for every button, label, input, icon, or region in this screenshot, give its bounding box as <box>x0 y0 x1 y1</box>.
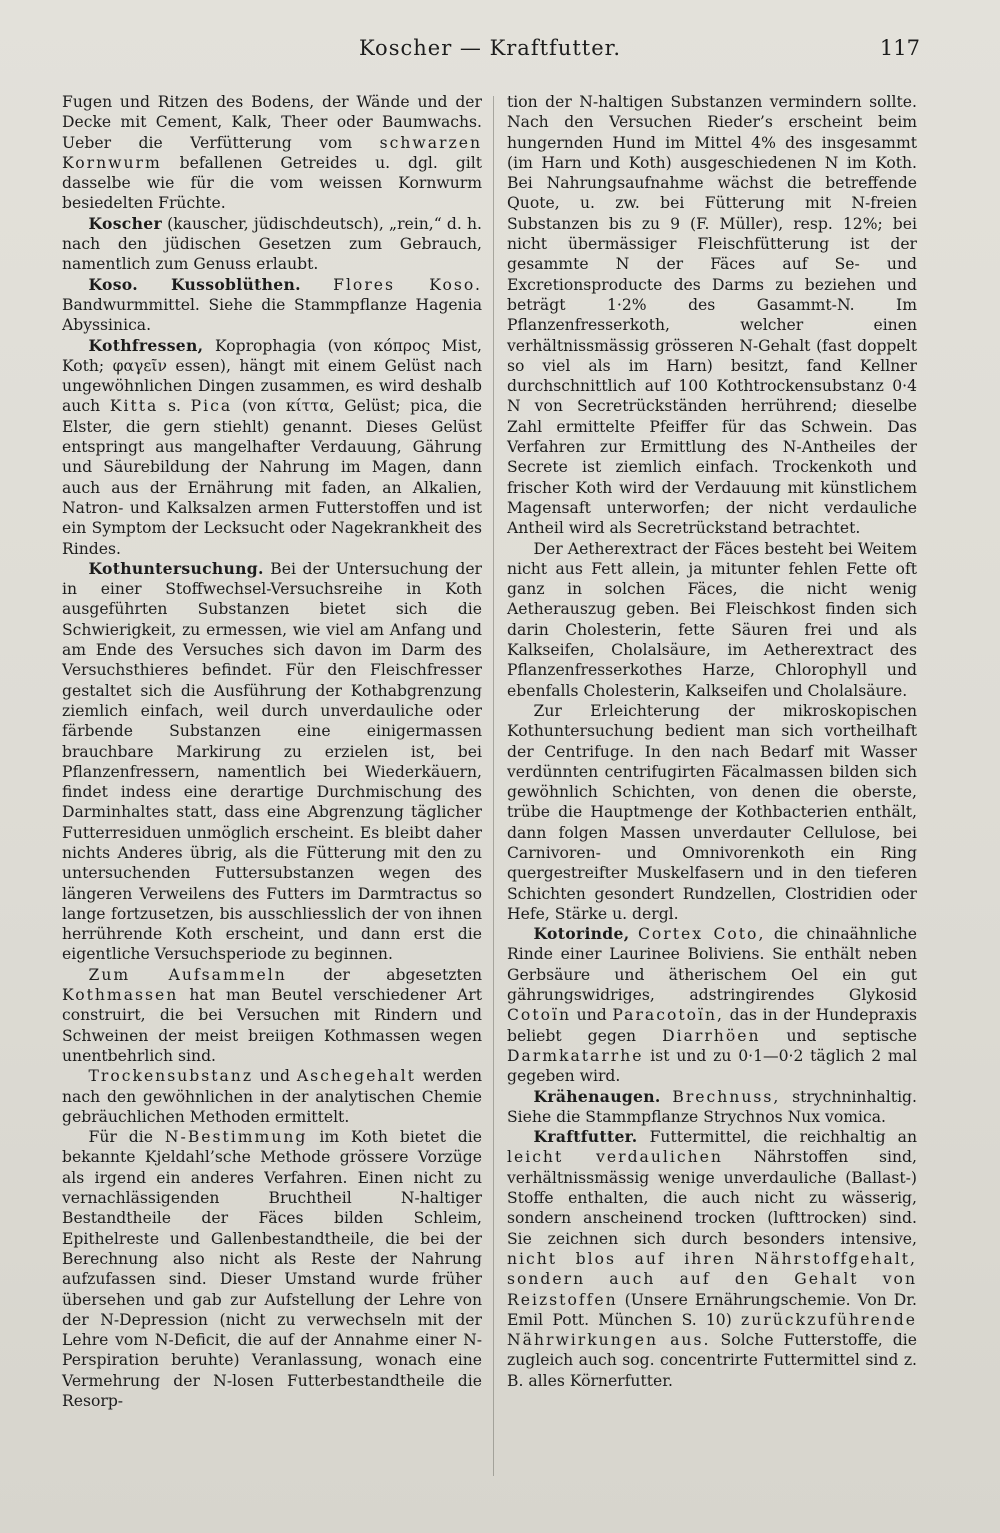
body-text: Nährstoffen sind, verhältnissmässig wenige unverdauliche (Ballast-) Stoffe enthalten, die auch nicht zu wässerig, sondern anscheinend trocken (lufttrocken) sind. Sie zeichnen sich durch besonders intensive, <box>507 1148 917 1248</box>
spaced-text: Diarrhöen <box>662 1026 761 1045</box>
body-text: (von κίττα, Gelüst; pica, die Elster, die gern stiehlt) genannt. Dieses Gelüst entspringt aus mangelhafter Verdauung, Gährung und Säurebildung der Nahrung im Magen, dann auch aus der Ernährung mit faden, an Alkalien, Natron- und Kalksalzen armen Futterstoffen und ist ein Symptom der Lecksucht oder Nagekrankheit des Rindes. <box>62 397 483 558</box>
paragraph <box>62 336 482 559</box>
spaced-text: nicht blos auf ihren Nährstoffgehalt, sondern auch auf den Gehalt von Reizstoffen <box>507 1249 917 1309</box>
spaced-text: leicht verdaulichen <box>507 1148 723 1167</box>
spaced-text: Kitta <box>109 397 159 416</box>
spaced-text: Cotoïn <box>507 1006 572 1025</box>
spaced-text: zurückzuführende Nährwirkungen aus. <box>507 1310 917 1350</box>
entry-headword: Koscher <box>88 213 162 233</box>
body-text: strychninhaltig. Siehe die Stammpflanze Strychnos Nux vomica. <box>507 1087 917 1126</box>
spaced-text: schwarzen Kornwurm <box>62 133 482 172</box>
body-text: tion der N-haltigen Substanzen vermindern sollte. Nach den Versuchen Rieder’s erscheint beim hungernden Hund im Mittel 4% des insgesammt (im Harn und Koth) ausgeschiedenen N im Koth. Bei Nahrungsaufnahme wächst die betreffende Quote, u. zw. bei Fütterung mit N-freien Substanzen bis zu 9 (F. Müller), resp. 12%; bei nicht übermässiger Fleischfütterung ist der gesammte N der Fäces auf Se- und Excretionsproducte des Darms zu beziehen und beträgt 1·2% des Gasammt-N. Im Pflanzenfresserkoth, welcher einen verhältnissmässig grösseren N-Gehalt (fast doppelt so viel als im Harn) besitzt, fand Kellner durchschnittlich auf 100 Kothtrockensubstanz 0·4 N von Secretrückständen herrührend; dieselbe Zahl ermittelte Pfeiffer für das Schwein. Das Verfahren zur Ermittlung des N-Antheiles der Secrete ist ziemlich einfach. Trockenkoth und frischer Koth wird der Verdauung mit künstlichem Magensaft unterworfen; der nicht verdauliche Antheil wird als Secretrückstand betrachtet. <box>507 93 917 538</box>
body-text: Futtermittel, die reichhaltig an <box>637 1128 917 1147</box>
body-text: und <box>253 1067 297 1086</box>
body-text: ist und zu 0·1—0·2 täglich 2 mal gegeben wird. <box>507 1046 917 1086</box>
spaced-text: N-Bestimmung <box>164 1128 308 1147</box>
body-text <box>301 276 333 294</box>
entry-headword: Krähenaugen. <box>533 1086 661 1106</box>
paragraph <box>507 701 917 924</box>
body-text: werden nach den gewöhnlichen in der analytischen Chemie gebräuchlichen Methoden ermittelt. <box>62 1067 483 1126</box>
body-text: Zur Erleichterung der mikroskopischen Kothuntersuchung bedient man sich vortheilhaft der Centrifuge. In den nach Bedarf mit Wasser verdünnten centrifugirten Fäcalmassen bilden sich gewöhnlich Schichten, von denen die oberste, trübe die Hauptmenge der Kothbacterien enthält, dann folgen Massen unverdauter Cellulose, bei Carnivoren- und Omnivorenkoth ein Ring quergestreifter Muskelfasern und in den tieferen Schichten gesondert Rundzellen, Clostridien oder Hefe, Stärke u. dergl. <box>507 701 917 923</box>
spaced-text: Kothmassen <box>62 986 179 1005</box>
body-text <box>661 1088 673 1106</box>
entry-headword: Kothuntersuchung. <box>88 558 264 578</box>
paragraph <box>507 1127 917 1391</box>
spaced-text: Aschegehalt <box>296 1067 416 1086</box>
paragraph <box>507 539 917 701</box>
body-text <box>629 925 637 943</box>
body-text: Koprophagia (von κόπρος Mist, Koth; φαγεῖν essen), hängt mit einem Gelüst nach ungewöhnlichen Dingen zusammen, es wird deshalb auch <box>62 336 482 416</box>
body-text: der abgesetzten <box>286 965 482 984</box>
page-number: 117 <box>879 36 920 60</box>
body-text: (Unsere Ernährungschemie. Von Dr. Emil Pott. München S. 10) <box>507 1290 917 1329</box>
body-text: und <box>571 1006 613 1025</box>
right-column <box>507 92 917 1391</box>
spaced-text: Brechnuss, <box>672 1087 781 1106</box>
body-text: die chinaähnliche Rinde einer Laurinee Boliviens. Sie enthält neben Gerbsäure und ätherischem Oel ein gut gährungswidriges, adstringirendes Glykosid <box>507 925 917 1005</box>
spaced-text: Zum Aufsammeln <box>88 965 287 984</box>
paragraph <box>62 1066 482 1127</box>
entry-headword: Kraftfutter. <box>533 1127 638 1147</box>
paragraph <box>507 92 917 539</box>
paragraph <box>62 1127 482 1411</box>
page-header <box>60 32 920 66</box>
spaced-text: Pica <box>190 397 233 416</box>
body-text: im Koth bietet die bekannte Kjeldahl’sche Methode grössere Vorzüge als irgend ein anderes Verfahren. Einen nicht zu vernachlässigenden Bruchtheil N-haltiger Bestandtheile der Fäces bilden Schleim, Epithelreste und Gallenbestandtheile, die bei der Berechnung also nicht als Reste der Nahrung aufzufassen sind. Dieser Umstand wurde früher übersehen und gab zur Aufstellung der Lehre von der N-Depression (nicht zu verwechseln mit der Lehre vom N-Deficit, die auf der Annahme einer N-Perspiration beruhte) Veranlassung, wonach eine Vermehrung der N-losen Futterbestandtheile die Resorp- <box>62 1128 482 1410</box>
spaced-text: Darmkatarrhe <box>507 1046 644 1065</box>
paragraph <box>62 965 482 1066</box>
body-text: befallenen Getreides u. dgl. gilt dasselbe wie für die vom weissen Kornwurm besiedelten Früchte. <box>62 153 482 213</box>
body-text: das in der Hundepraxis beliebt gegen <box>507 1006 917 1045</box>
spaced-text: Flores Koso. <box>333 275 482 294</box>
spaced-text: Trockensubstanz <box>88 1067 254 1086</box>
body-text: s. <box>158 397 191 416</box>
body-text: Solche Futterstoffe, die zugleich auch sog. concentrirte Futtermittel sind z. B. alles Körnerfutter. <box>507 1331 917 1390</box>
left-column <box>62 92 482 1411</box>
body-text: Für die <box>88 1128 165 1147</box>
paragraph <box>507 924 917 1086</box>
paragraph <box>62 559 482 965</box>
paragraph <box>62 275 482 336</box>
spaced-text: Paracotoïn, <box>612 1006 724 1025</box>
body-text: Bandwurmmittel. Siehe die Stammpflanze Hagenia Abyssinica. <box>62 295 482 335</box>
running-title: Koscher — Kraftfutter. <box>358 36 622 60</box>
body-text: (kauscher, jüdischdeutsch), „rein,“ d. h. nach den jüdischen Gesetzen zum Gebrauch, namentlich zum Genuss erlaubt. <box>62 214 482 274</box>
paragraph <box>507 1087 917 1128</box>
entry-headword: Kothfressen, <box>88 335 204 355</box>
entry-headword: Kotorinde, <box>533 924 630 944</box>
paragraph <box>62 214 482 275</box>
entry-headword: Koso. Kussoblüthen. <box>88 274 301 294</box>
body-text: und septische <box>760 1026 917 1045</box>
body-text: Fugen und Ritzen des Bodens, der Wände und der Decke mit Cement, Kalk, Theer oder Baumwachs. Ueber die Verfütterung vom <box>62 93 482 152</box>
body-text: Der Aetherextract der Fäces besteht bei Weitem nicht aus Fett allein, ja mitunter fehlen Fette oft ganz in solchen Fäces, die nicht wenig Aetherauszug geben. Bei Fleischkost finden sich darin Cholesterin, fette Säuren frei und als Kalkseifen, Cholalsäure, im Aetherextract des Pflanzenfresserkothes Harze, Chlorophyll und ebenfalls Cholesterin, Kalkseifen und Cholalsäure. <box>507 539 917 700</box>
paragraph <box>62 92 482 214</box>
spaced-text: Cortex Coto, <box>637 925 766 944</box>
body-text: hat man Beutel verschiedener Art construirt, die bei Versuchen mit Rindern und Schweinen der meist breiigen Kothmassen wegen unentbehrlich sind. <box>62 986 482 1065</box>
body-text: Bei der Untersuchung der in einer Stoffwechsel-Versuchsreihe in Koth ausgeführten Substanzen bietet sich die Schwierigkeit, zu ermessen, wie viel am Anfang und am Ende des Versuches sich davon im Darm des Versuchsthieres befindet. Für den Fleischfresser gestaltet sich die Ausführung der Kothabgrenzung ziemlich einfach, weil durch unverdauliche oder färbende Substanzen eine einigermassen brauchbare Markirung zu erzielen ist, bei Pflanzenfressern, namentlich bei Wiederkäuern, findet indess eine derartige Durchmischung des Darminhaltes statt, dass eine Abgrenzung täglicher Futterresiduen unmöglich erscheint. Es bleibt daher nichts Anderes übrig, als die Fütterung mit den zu untersuchenden Futtersubstanzen wegen des längeren Verweilens des Futters im Darmtractus so lange fortzusetzen, bis ausschliesslich der von ihnen herrührende Koth erscheint, und dann erst die eigentliche Versuchsperiode zu beginnen. <box>62 559 482 964</box>
column-divider <box>493 96 494 1476</box>
